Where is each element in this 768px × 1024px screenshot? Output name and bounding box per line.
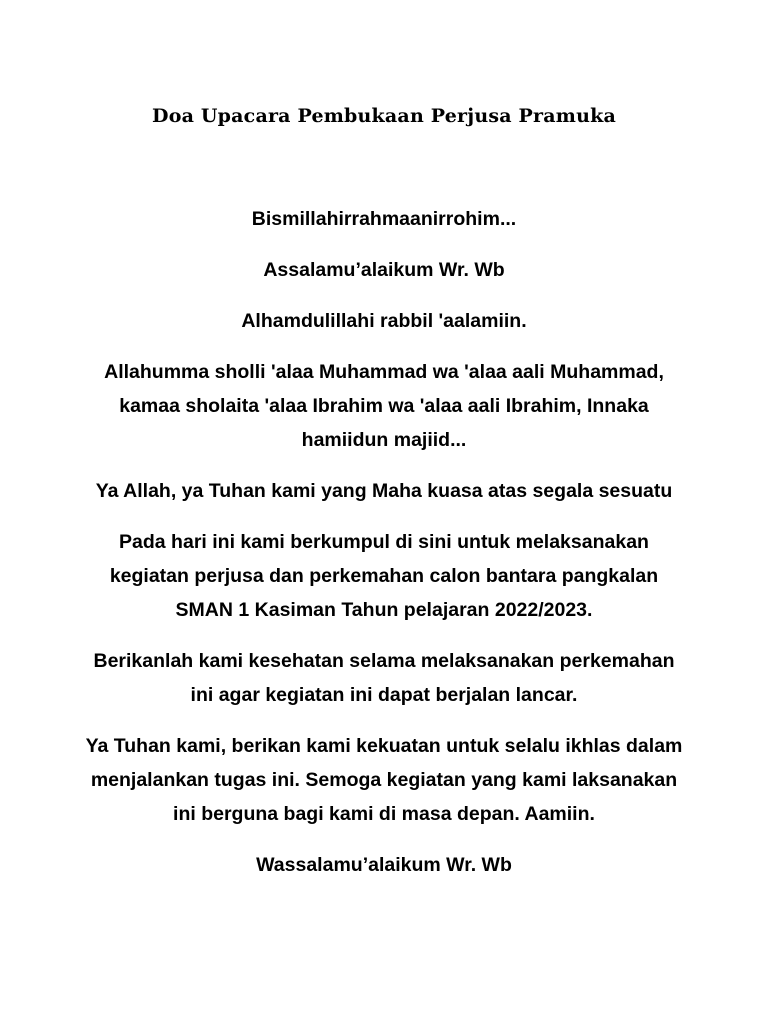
paragraph-basmalah: Bismillahirrahmaanirrohim... bbox=[251, 208, 517, 230]
paragraph-shalawat: Allahumma sholli 'alaa Muhammad wa 'alaa aali Muhammad, kamaa sholaita 'alaa Ibrahim wa 'alaa aali Ibrahim, Innaka hamiidun majiid... bbox=[104, 361, 664, 451]
paragraph-health-request: Berikanlah kami kesehatan selama melaksanakan perkemahan ini agar kegiatan ini dapat berjalan lancar. bbox=[93, 650, 675, 706]
paragraph-strength-request: Ya Tuhan kami, berikan kami kekuatan untuk selalu ikhlas dalam menjalankan tugas ini. Semoga kegiatan yang kami laksanakan ini berguna bagi kami di masa depan. Aamiin. bbox=[85, 735, 683, 825]
paragraph-greeting: Assalamu’alaikum Wr. Wb bbox=[263, 259, 505, 281]
paragraph-hamdalah: Alhamdulillahi rabbil 'aalamiin. bbox=[241, 310, 527, 332]
paragraph-purpose: Pada hari ini kami berkumpul di sini untuk melaksanakan kegiatan perjusa dan perkemahan calon bantara pangkalan SMAN 1 Kasiman Tahun pelajaran 2022/2023. bbox=[109, 531, 659, 621]
document-title: Doa Upacara Pembukaan Perjusa Pramuka bbox=[152, 105, 616, 127]
paragraph-invocation: Ya Allah, ya Tuhan kami yang Maha kuasa atas segala sesuatu bbox=[95, 480, 673, 502]
document-body bbox=[80, 202, 688, 899]
paragraph-closing-greeting: Wassalamu’alaikum Wr. Wb bbox=[256, 854, 512, 876]
